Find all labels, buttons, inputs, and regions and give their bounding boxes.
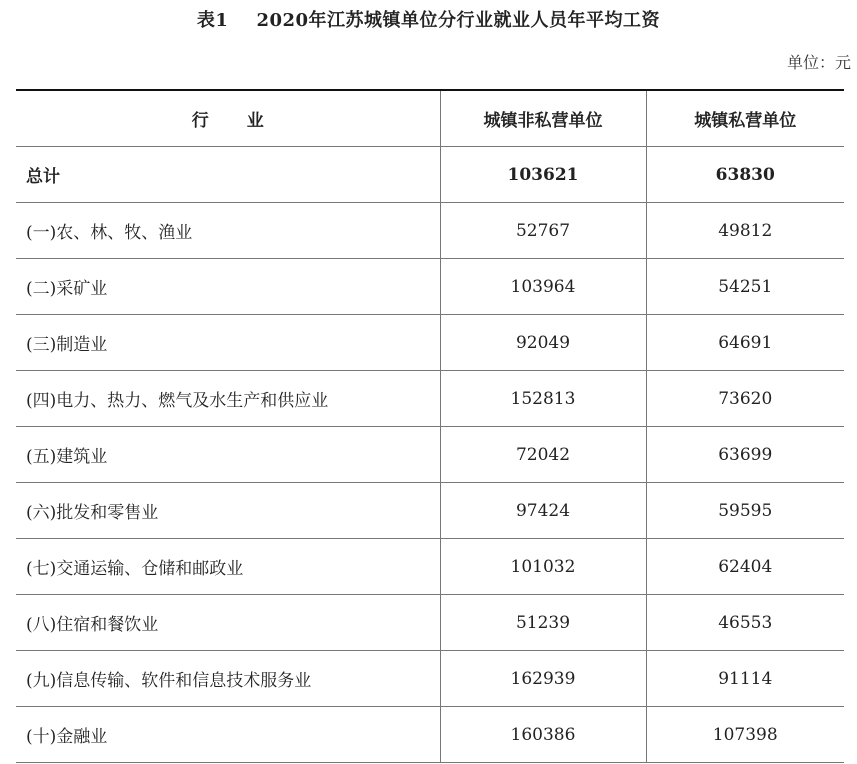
header-private: 城镇私营单位 [646, 90, 844, 147]
industry-cell: (九)信息传输、软件和信息技术服务业 [16, 651, 440, 707]
table-body [16, 147, 844, 763]
table-row-total [16, 147, 844, 203]
industry-cell: (四)电力、热力、燃气及水生产和供应业 [16, 371, 440, 427]
private-wage-cell: 62404 [646, 539, 844, 595]
industry-cell: (一)农、林、牧、渔业 [16, 203, 440, 259]
non-private-wage-cell: 51239 [440, 595, 646, 651]
table-row [16, 427, 844, 483]
non-private-wage-cell: 92049 [440, 315, 646, 371]
table-row [16, 483, 844, 539]
table-row [16, 371, 844, 427]
non-private-wage-cell: 52767 [440, 203, 646, 259]
table-number: 表1 [196, 10, 229, 31]
non-private-wage-cell: 72042 [440, 427, 646, 483]
table-title-text: 2020年江苏城镇单位分行业就业人员年平均工资 [256, 10, 661, 31]
header-industry-left: 行 [191, 111, 209, 131]
non-private-wage-cell: 97424 [440, 483, 646, 539]
private-wage-cell: 59595 [646, 483, 844, 539]
header-industry [16, 90, 440, 147]
table-row [16, 259, 844, 315]
table-row [16, 651, 844, 707]
table-row [16, 203, 844, 259]
header-industry-right: 业 [246, 111, 264, 131]
non-private-wage-cell: 103964 [440, 259, 646, 315]
private-wage-cell: 107398 [646, 707, 844, 763]
private-wage-cell: 73620 [646, 371, 844, 427]
header-non-private: 城镇非私营单位 [440, 90, 646, 147]
unit-label: 单位：元 [786, 53, 851, 72]
non-private-wage-cell: 103621 [440, 147, 646, 203]
table-title [0, 6, 857, 32]
industry-cell: (十)金融业 [16, 707, 440, 763]
industry-cell: (三)制造业 [16, 315, 440, 371]
table-row [16, 595, 844, 651]
non-private-wage-cell: 152813 [440, 371, 646, 427]
industry-cell: (五)建筑业 [16, 427, 440, 483]
private-wage-cell: 91114 [646, 651, 844, 707]
table-header-row [16, 90, 844, 147]
private-wage-cell: 63830 [646, 147, 844, 203]
private-wage-cell: 64691 [646, 315, 844, 371]
non-private-wage-cell: 162939 [440, 651, 646, 707]
table-row [16, 315, 844, 371]
private-wage-cell: 49812 [646, 203, 844, 259]
industry-cell: (八)住宿和餐饮业 [16, 595, 440, 651]
table-row [16, 539, 844, 595]
industry-cell: (二)采矿业 [16, 259, 440, 315]
industry-cell: (六)批发和零售业 [16, 483, 440, 539]
industry-cell: (七)交通运输、仓储和邮政业 [16, 539, 440, 595]
private-wage-cell: 63699 [646, 427, 844, 483]
private-wage-cell: 54251 [646, 259, 844, 315]
wage-table [16, 89, 844, 763]
non-private-wage-cell: 160386 [440, 707, 646, 763]
private-wage-cell: 46553 [646, 595, 844, 651]
table-row [16, 707, 844, 763]
industry-cell: 总计 [16, 147, 440, 203]
non-private-wage-cell: 101032 [440, 539, 646, 595]
